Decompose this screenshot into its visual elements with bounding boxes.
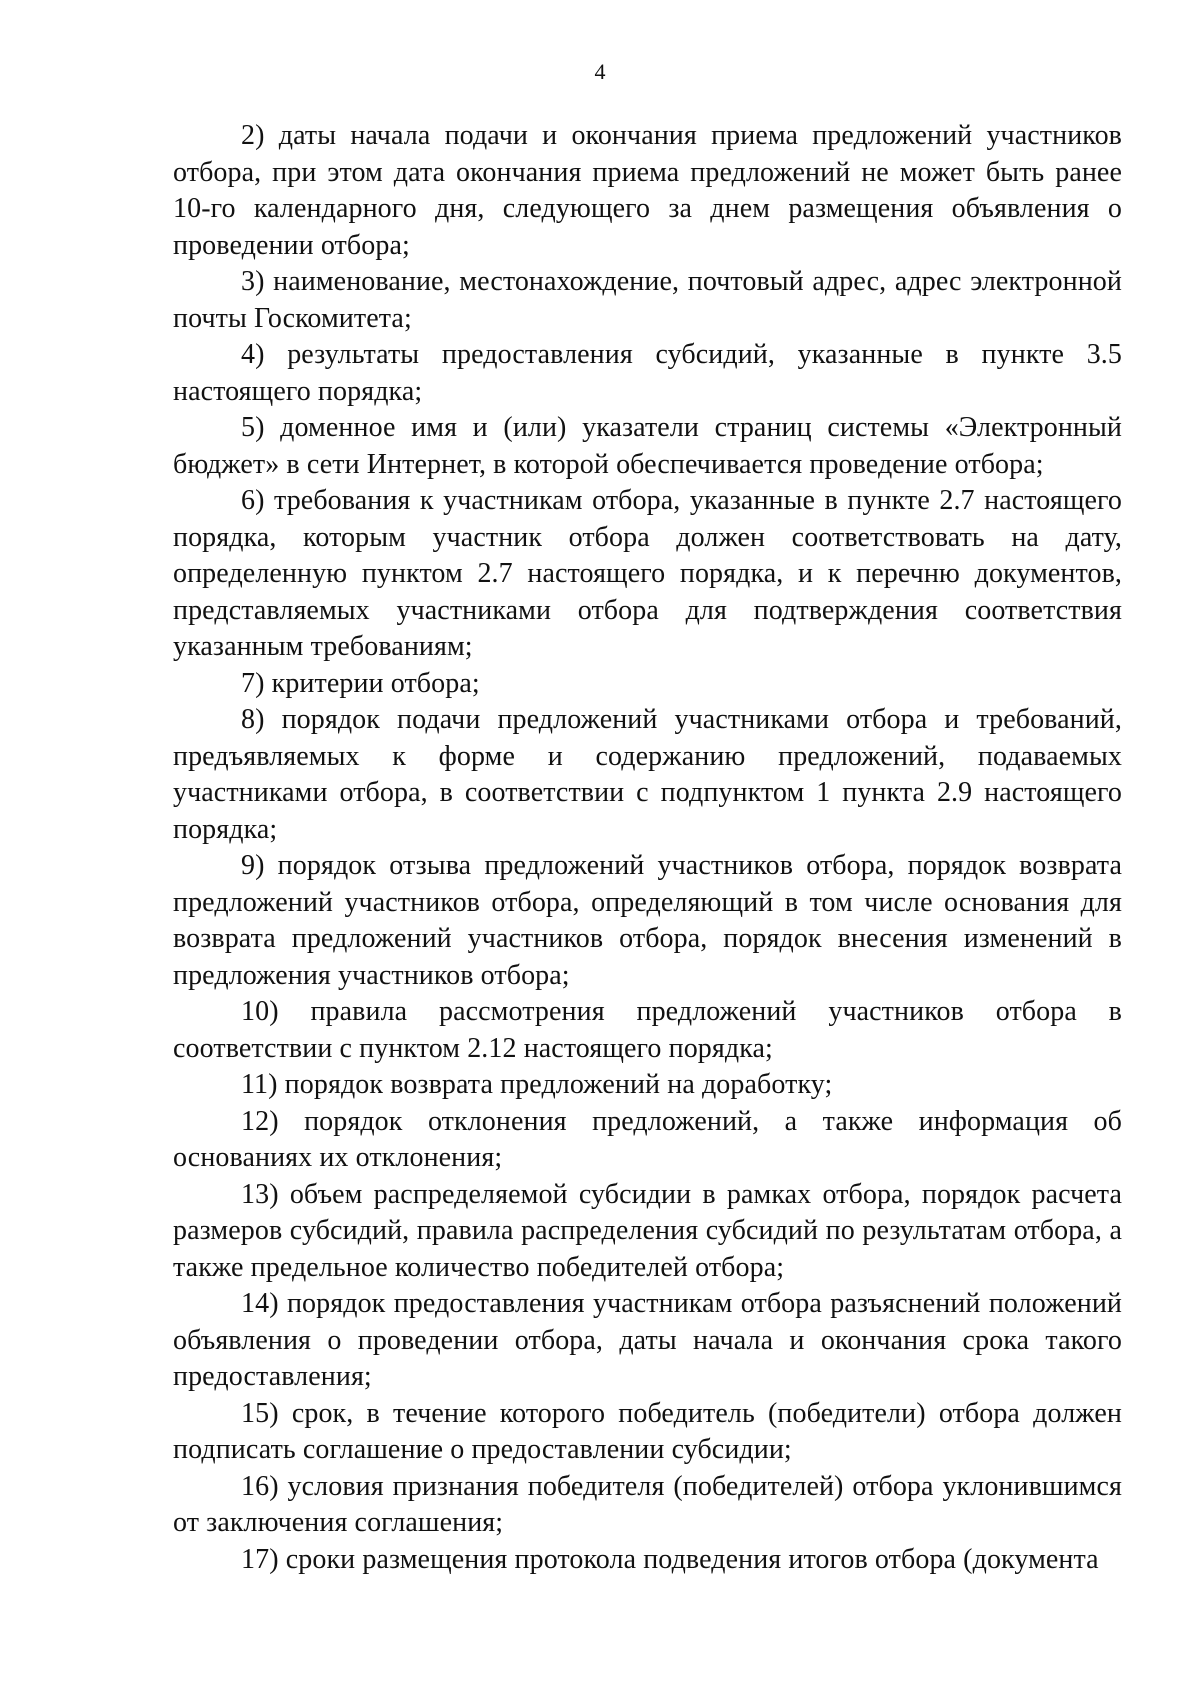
list-item: 2) даты начала подачи и окончания приема предложений участников отбора, при этом дата окончания приема предложений не может быть ранее 10-го календарного дня, следующего за днем размещения объявления о проведении отбора; (173, 120, 1122, 261)
list-item: 16) условия признания победителя (победителей) отбора уклонившимся от заключения соглашения; (173, 1470, 1122, 1538)
list-item: 6) требования к участникам отбора, указанные в пункте 2.7 настоящего порядка, которым участник отбора должен соответствовать на дату, определенную пунктом 2.7 настоящего порядка, и к перечню документов, представляемых участниками отбора для подтверждения соответствия указанным требованиям; (173, 485, 1122, 662)
list-item: 4) результаты предоставления субсидий, указанные в пункте 3.5 настоящего порядка; (173, 339, 1122, 407)
page-number: 4 (594, 59, 606, 84)
list-item: 8) порядок подачи предложений участниками отбора и требований, предъявляемых к форме и содержанию предложений, подаваемых участниками отбора, в соответствии с подпунктом 1 пункта 2.9 настоящего порядка; (173, 704, 1122, 845)
list-item: 11) порядок возврата предложений на доработку; (241, 1069, 833, 1100)
list-item: 15) срок, в течение которого победитель (победители) отбора должен подписать соглашение о предоставлении субсидии; (173, 1397, 1122, 1465)
list-item: 13) объем распределяемой субсидии в рамках отбора, порядок расчета размеров субсидий, правила распределения субсидий по результатам отбора, а также предельное количество победителей отбора; (173, 1178, 1122, 1283)
list-item: 12) порядок отклонения предложений, а также информация об основаниях их отклонения; (173, 1105, 1122, 1173)
list-item: 14) порядок предоставления участникам отбора разъяснений положений объявления о проведении отбора, даты начала и окончания срока такого предоставления; (173, 1288, 1122, 1392)
list-item: 7) критерии отбора; (241, 667, 480, 699)
list-item: 3) наименование, местонахождение, почтовый адрес, адрес электронной почты Госкомитета; (173, 266, 1122, 334)
document-body (173, 118, 1122, 1578)
list-item: 5) доменное имя и (или) указатели страниц системы «Электронный бюджет» в сети Интернет, в которой обеспечивается проведение отбора; (173, 412, 1122, 480)
list-item: 9) порядок отзыва предложений участников отбора, порядок возврата предложений участников отбора, определяющий в том числе основания для возврата предложений участников отбора, порядок внесения изменений в предложения участников отбора; (173, 850, 1122, 991)
list-item: 10) правила рассмотрения предложений участников отбора в соответствии с пунктом 2.12 настоящего порядка; (173, 996, 1122, 1064)
list-item: 17) сроки размещения протокола подведения итогов отбора (документа (241, 1543, 1099, 1575)
